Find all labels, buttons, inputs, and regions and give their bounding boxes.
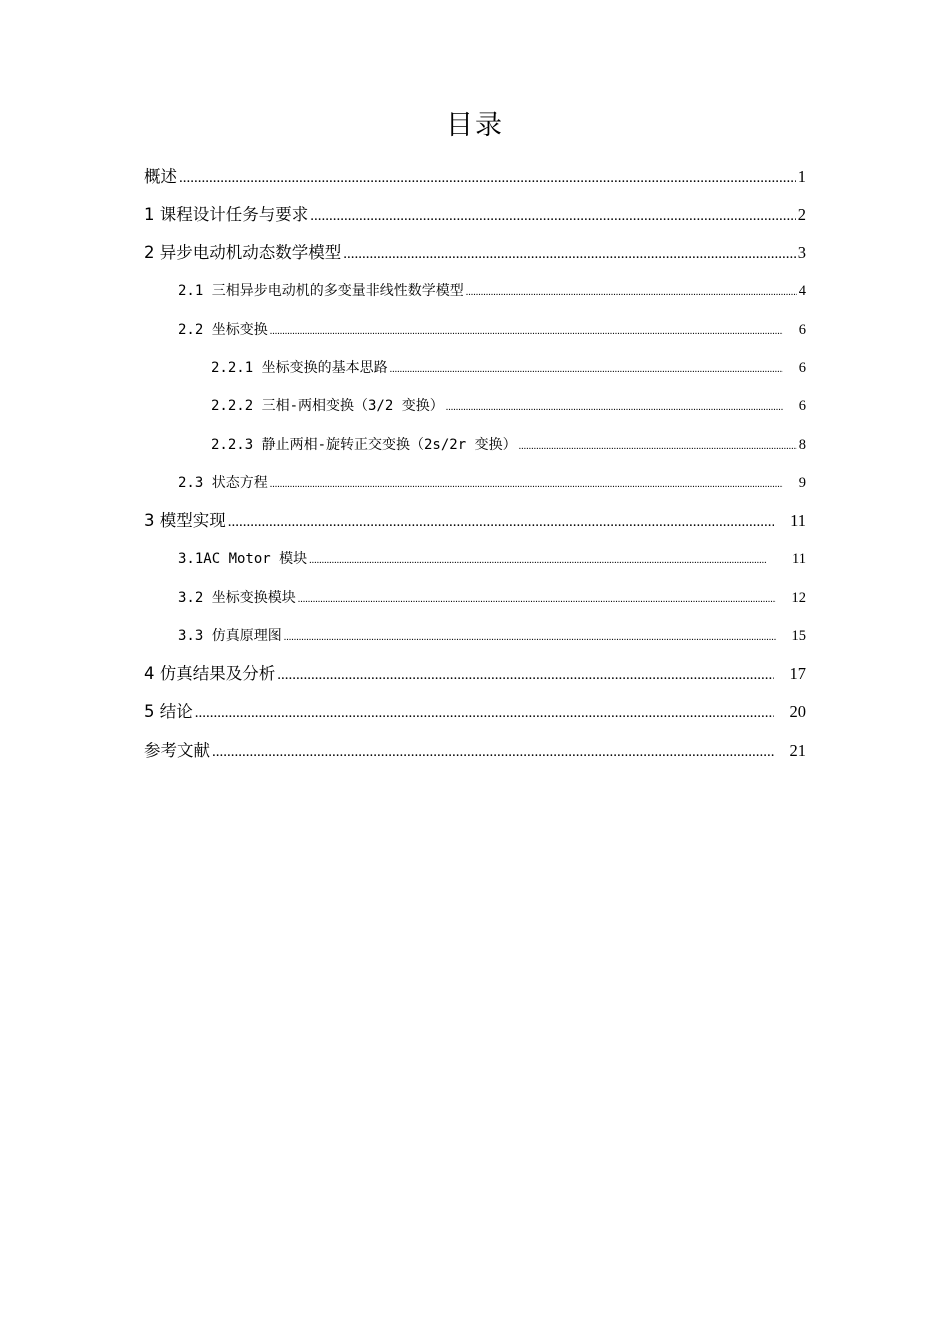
toc-entry-page: 6 xyxy=(798,398,806,414)
toc-entry[interactable] xyxy=(144,507,806,535)
dot-leader xyxy=(390,364,783,375)
toc-entry-page: 1 xyxy=(797,167,806,186)
toc-entry-label: 3 模型实现 xyxy=(144,511,226,530)
toc-entry-page: 6 xyxy=(798,322,806,338)
dot-leader xyxy=(343,246,796,263)
toc-entry-label: 2.2.1 坐标变换的基本思路 xyxy=(211,360,388,376)
dot-leader xyxy=(179,170,796,187)
toc-entry[interactable] xyxy=(211,395,806,423)
toc-entry-label: 5 结论 xyxy=(144,702,193,721)
toc-entry-label: 4 仿真结果及分析 xyxy=(144,664,276,683)
toc-entry-label: 3.1AC Motor 模块 xyxy=(178,551,308,567)
toc-entry-label: 概述 xyxy=(144,167,177,186)
toc-entry-label: 3.2 坐标变换模块 xyxy=(178,590,296,606)
toc-entry-page: 9 xyxy=(798,475,806,491)
toc-entry-page: 17 xyxy=(789,664,806,683)
dot-leader xyxy=(228,514,774,531)
toc-entry-page: 3 xyxy=(797,243,806,262)
toc-entry-label: 2.2.3 静止两相-旋转正交变换（2s/2r 变换） xyxy=(211,437,517,453)
toc-entry-page: 4 xyxy=(798,283,806,299)
dot-leader xyxy=(519,441,797,452)
toc-entry[interactable] xyxy=(211,434,806,462)
toc-entry[interactable] xyxy=(144,201,806,229)
toc-entry[interactable] xyxy=(211,357,806,385)
dot-leader xyxy=(270,479,783,490)
toc-entry[interactable] xyxy=(178,472,806,500)
dot-leader xyxy=(446,402,783,413)
toc-title: 目录 xyxy=(446,110,504,141)
toc-entry-page: 2 xyxy=(797,205,806,224)
toc-entry-page: 15 xyxy=(791,628,806,644)
toc-entry-label: 2.3 状态方程 xyxy=(178,475,268,491)
dot-leader xyxy=(284,632,776,643)
dot-leader xyxy=(277,667,773,684)
toc-entry[interactable] xyxy=(144,737,806,765)
toc-entry-label: 1 课程设计任务与要求 xyxy=(144,205,309,224)
toc-entry[interactable] xyxy=(144,239,806,267)
dot-leader xyxy=(270,326,783,337)
toc-entry-page: 11 xyxy=(790,511,806,530)
toc-entry[interactable] xyxy=(178,587,806,615)
toc-entry-label: 2 异步电动机动态数学模型 xyxy=(144,243,342,262)
toc-entry[interactable] xyxy=(144,163,806,191)
toc-entry-label: 2.2 坐标变换 xyxy=(178,322,268,338)
toc-entry-label: 参考文献 xyxy=(144,741,210,760)
dot-leader xyxy=(298,594,776,605)
toc-entry-page: 6 xyxy=(798,360,806,376)
toc-entry[interactable] xyxy=(178,548,806,576)
dot-leader xyxy=(212,744,774,761)
toc-entry-page: 8 xyxy=(798,437,806,453)
toc-entry-label: 3.3 仿真原理图 xyxy=(178,628,282,644)
toc-entry-page: 20 xyxy=(789,702,806,721)
toc-entry[interactable] xyxy=(178,280,806,308)
toc-entry-page: 12 xyxy=(791,590,806,606)
dot-leader xyxy=(466,287,797,298)
toc-entry-label: 2.2.2 三相-两相变换（3/2 变换） xyxy=(211,398,444,414)
toc-entry-page: 11 xyxy=(792,551,806,567)
toc-entry[interactable] xyxy=(178,625,806,653)
dot-leader xyxy=(309,555,766,566)
dot-leader xyxy=(195,705,774,722)
toc-entry[interactable] xyxy=(144,698,806,726)
toc-entry-page: 21 xyxy=(789,741,806,760)
dot-leader xyxy=(310,208,796,225)
toc-entry[interactable] xyxy=(178,319,806,347)
toc-entry-label: 2.1 三相异步电动机的多变量非线性数学模型 xyxy=(178,283,464,299)
toc-entry[interactable] xyxy=(144,660,806,688)
